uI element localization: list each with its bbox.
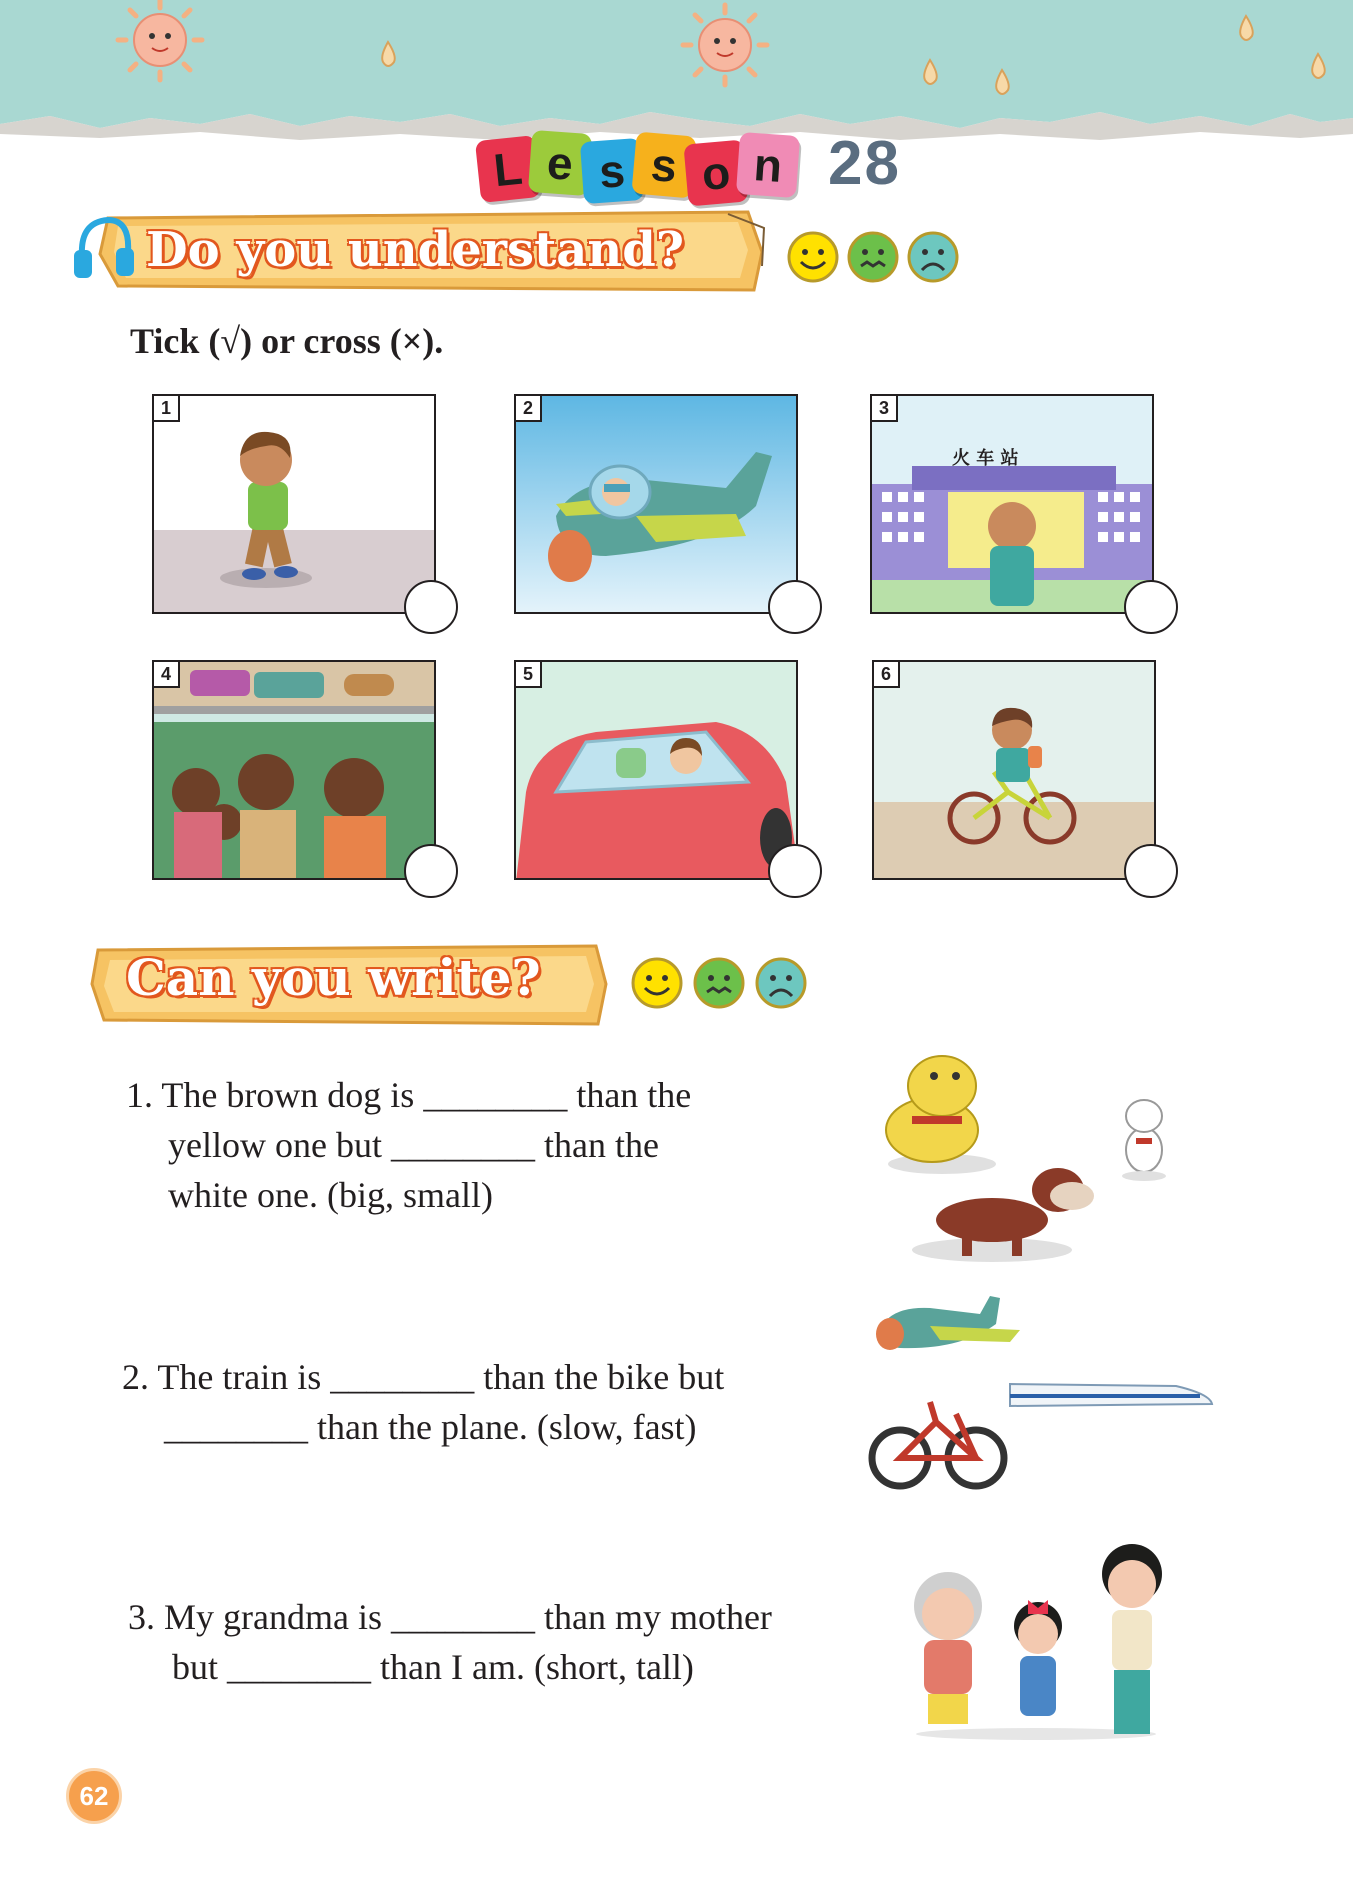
lesson-letter-tile: s [580, 138, 644, 204]
answer-circle-3[interactable] [1124, 580, 1178, 634]
picture-panel-6 [872, 660, 1156, 880]
headphones-icon [72, 212, 136, 288]
question-2-line-2: ________ than the plane. (slow, fast) [164, 1407, 697, 1447]
question-3-line-2: but ________ than I am. (short, tall) [172, 1647, 694, 1687]
instruction-text: Tick (√) or cross (×). [130, 321, 444, 361]
happy-face-icon[interactable] [630, 956, 684, 1010]
question-1-line-2: yellow one but ________ than the [168, 1125, 659, 1165]
lesson-letter-tile: s [631, 132, 696, 199]
page-number-badge: 62 [66, 1768, 122, 1824]
question-2-line-1: 2. The train is ________ than the bike but [122, 1357, 725, 1397]
answer-circle-4[interactable] [404, 844, 458, 898]
question-3-line-1: 3. My grandma is ________ than my mother [128, 1597, 772, 1637]
picture-panel-1 [152, 394, 436, 614]
lesson-title [478, 132, 808, 212]
sad-face-icon[interactable] [906, 230, 960, 284]
lesson-letter-tile: o [683, 140, 748, 207]
answer-circle-2[interactable] [768, 580, 822, 634]
three-dogs-picture [872, 1040, 1182, 1270]
airplane-picture [516, 396, 798, 614]
section-title: Do you understand? [146, 222, 684, 278]
lesson-letter-tile: e [528, 130, 592, 196]
station-sign: 火 车 站 [952, 448, 1019, 469]
answer-circle-6[interactable] [1124, 844, 1178, 898]
picture-panel-5 [514, 660, 798, 880]
answer-circle-1[interactable] [404, 580, 458, 634]
family-on-train-picture [154, 662, 436, 880]
car-picture [516, 662, 798, 880]
picture-panel-3 [870, 394, 1154, 614]
panel-number: 4 [152, 660, 180, 688]
lesson-letter-tile: n [736, 132, 800, 198]
panel-number: 6 [872, 660, 900, 688]
lesson-letter-tile: L [475, 135, 541, 203]
train-station-picture [872, 396, 1154, 614]
panel-number: 2 [514, 394, 542, 422]
question-1-line-3: white one. (big, small) [168, 1175, 493, 1215]
neutral-face-icon[interactable] [846, 230, 900, 284]
picture-panel-2 [514, 394, 798, 614]
answer-circle-5[interactable] [768, 844, 822, 898]
question-1-line-1: 1. The brown dog is ________ than the [126, 1075, 692, 1115]
neutral-face-icon[interactable] [692, 956, 746, 1010]
picture-panel-4 [152, 660, 436, 880]
boy-cycling-picture [874, 662, 1156, 880]
happy-face-icon[interactable] [786, 230, 840, 284]
section-title: Can you write? [126, 948, 541, 1007]
plane-train-bike-picture [860, 1290, 1216, 1510]
sad-face-icon[interactable] [754, 956, 808, 1010]
panel-number: 5 [514, 660, 542, 688]
lesson-number: 28 [828, 129, 901, 198]
header-sky-band [0, 0, 1353, 150]
walking-boy-picture [154, 396, 436, 614]
panel-number: 3 [870, 394, 898, 422]
panel-number: 1 [152, 394, 180, 422]
grandma-girl-mother-picture [896, 1544, 1176, 1740]
